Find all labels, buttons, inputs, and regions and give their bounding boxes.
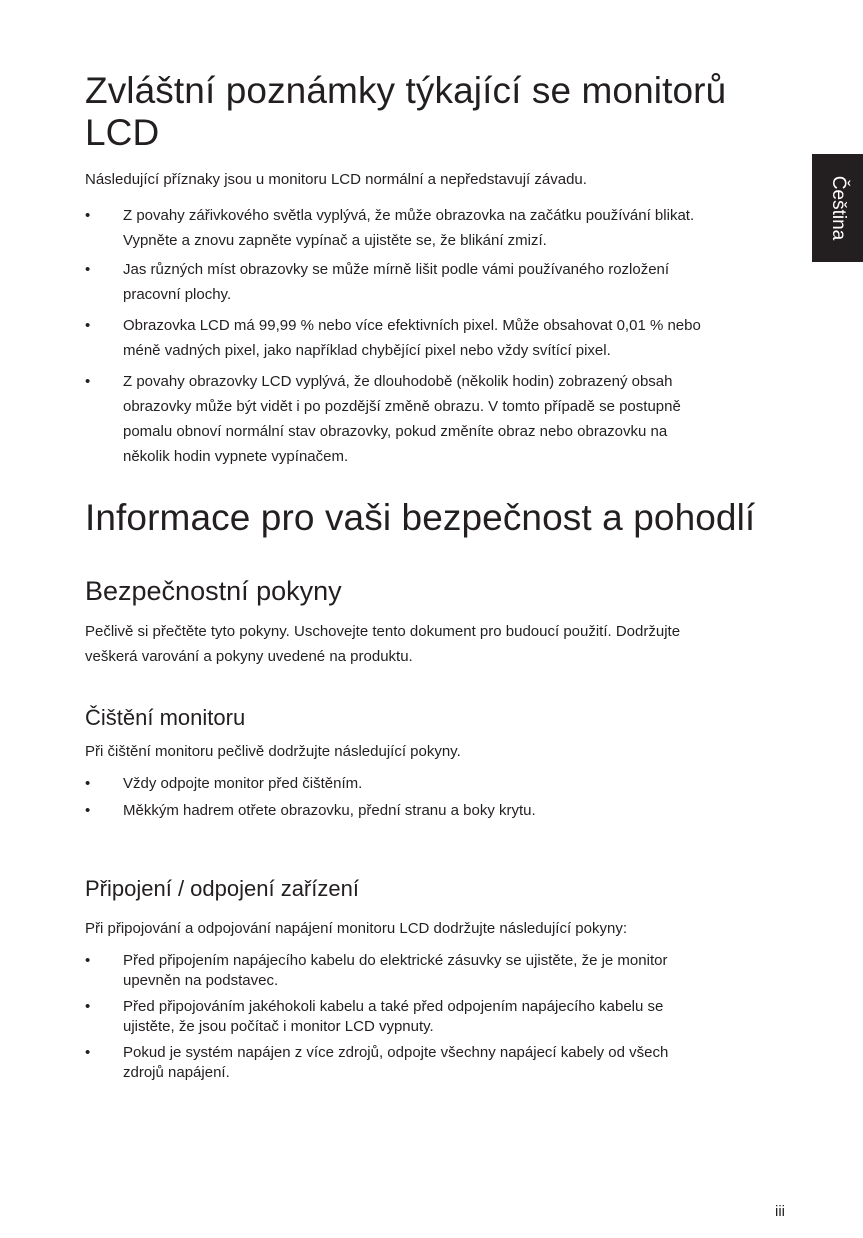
connecting-title: Připojení / odpojení zařízení — [85, 876, 359, 901]
line: obrazovky může být vidět i po pozdější změně obrazu. V tomto případě se postupně — [123, 398, 681, 415]
line: Pečlivě si přečtěte tyto pokyny. Uschovejte tento dokument pro budoucí použití. Dodržujte — [85, 623, 681, 640]
list-item — [85, 369, 785, 469]
line: upevněn na podstavec. — [123, 972, 279, 989]
line: Vypněte a znovu zapněte vypínač a ujistěte se, že blikání zmizí. — [123, 232, 547, 249]
line: veškerá varování a pokyny uvedené na produktu. — [85, 648, 413, 665]
list-item — [85, 1043, 785, 1083]
bullet-glyph: • — [85, 775, 91, 792]
list-item — [85, 203, 785, 253]
bullet-glyph: • — [85, 261, 91, 278]
language-tab — [812, 154, 863, 262]
section-lcd-notes-title — [85, 70, 726, 154]
line: méně vadných pixel, jako například chybějící pixel nebo vždy svítící pixel. — [123, 342, 611, 359]
title-line-1: Zvláštní poznámky týkající se monitorů — [85, 70, 727, 111]
list-item — [85, 997, 785, 1037]
language-tab-label: Čeština — [827, 175, 849, 241]
cleaning-intro: Při čištění monitoru pečlivě dodržujte následující pokyny. — [85, 743, 461, 760]
list-item — [85, 951, 785, 991]
line: Obrazovka LCD má 99,99 % nebo více efektivních pixel. Může obsahovat 0,01 % nebo — [123, 317, 701, 334]
bullet-glyph: • — [85, 317, 91, 334]
line: Jas různých míst obrazovky se může mírně lišit podle vámi používaného rozložení — [123, 261, 670, 278]
line: Z povahy obrazovky LCD vyplývá, že dlouhodobě (několik hodin) zobrazený obsah — [123, 373, 673, 390]
line: Před připojením napájecího kabelu do elektrické zásuvky se ujistěte, že je monitor — [123, 952, 668, 969]
bullet-glyph: • — [85, 998, 91, 1015]
bullet-glyph: • — [85, 952, 91, 969]
line: Před připojováním jakéhokoli kabelu a také před odpojením napájecího kabelu se — [123, 998, 664, 1015]
connecting-list — [85, 951, 785, 1083]
safety-instructions-text — [85, 619, 680, 669]
line: několik hodin vypnete vypínačem. — [123, 448, 349, 465]
title-line-2: LCD — [85, 112, 160, 153]
line: Měkkým hadrem otřete obrazovku, přední stranu a boky krytu. — [123, 802, 536, 819]
line: ujistěte, že jsou počítač i monitor LCD vypnuty. — [123, 1018, 434, 1035]
lcd-notes-intro: Následující příznaky jsou u monitoru LCD normální a nepředstavují závadu. — [85, 171, 587, 188]
connecting-intro: Při připojování a odpojování napájení monitoru LCD dodržujte následující pokyny: — [85, 920, 627, 937]
page-number: iii — [775, 1203, 785, 1220]
line: zdrojů napájení. — [123, 1064, 230, 1081]
list-item — [85, 257, 785, 307]
bullet-glyph: • — [85, 1044, 91, 1061]
list-item — [85, 313, 785, 363]
list-item — [85, 771, 785, 796]
list-item — [85, 798, 785, 823]
bullet-glyph: • — [85, 207, 91, 224]
line: Vždy odpojte monitor před čištěním. — [123, 775, 363, 792]
lcd-notes-list — [85, 203, 785, 469]
bullet-glyph: • — [85, 373, 91, 390]
safety-instructions-title: Bezpečnostní pokyny — [85, 576, 342, 606]
section-lcd-notes — [85, 70, 726, 154]
line: pomalu obnoví normální stav obrazovky, pokud změníte obraz nebo obrazovku na — [123, 423, 668, 440]
cleaning-title: Čištění monitoru — [85, 705, 246, 730]
section-safety-title: Informace pro vaši bezpečnost a pohodlí — [85, 497, 756, 538]
bullet-glyph: • — [85, 802, 91, 819]
line: Pokud je systém napájen z více zdrojů, odpojte všechny napájecí kabely od všech — [123, 1044, 669, 1061]
cleaning-list — [85, 771, 785, 823]
line: Z povahy zářivkového světla vyplývá, že může obrazovka na začátku používání blikat. — [123, 207, 695, 224]
line: pracovní plochy. — [123, 286, 232, 303]
